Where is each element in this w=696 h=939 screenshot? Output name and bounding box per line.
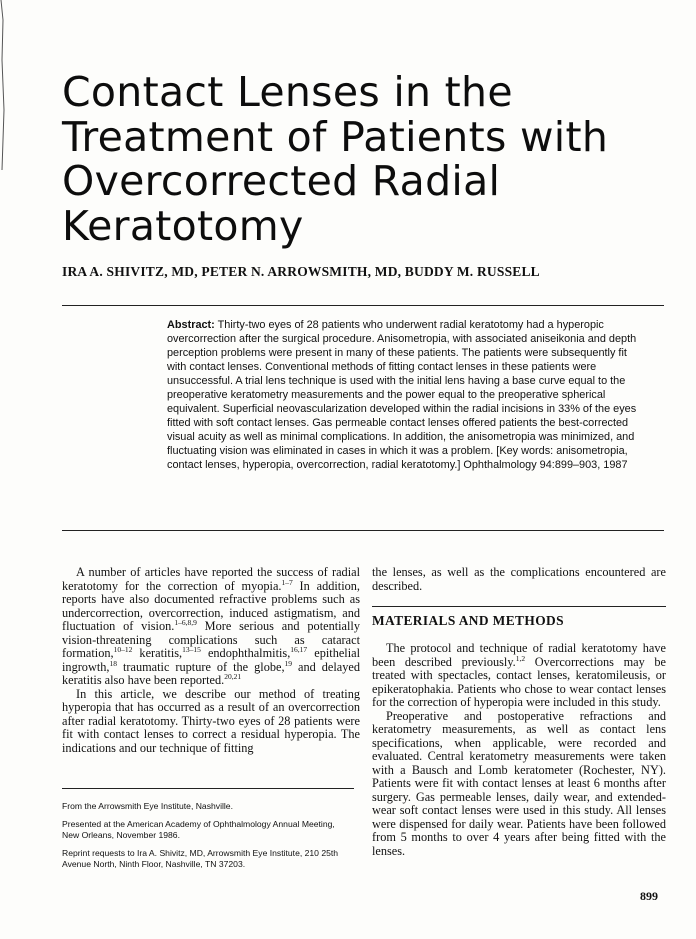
citation: 18 bbox=[109, 658, 117, 668]
author-list: IRA A. SHIVITZ, MD, PETER N. ARROWSMITH, MD, BUDDY M. RUSSELL bbox=[62, 264, 540, 279]
text: traumatic rupture of the globe, bbox=[116, 659, 285, 674]
intro-paragraph-1 bbox=[62, 566, 360, 688]
text: More serious and potentially vision-threatening complications such as cataract formation, bbox=[62, 619, 360, 660]
citation: 10–12 bbox=[113, 644, 133, 654]
citation: 1–6,8,9 bbox=[174, 617, 197, 627]
abstract-rule bbox=[62, 530, 664, 531]
methods-paragraph-1 bbox=[372, 642, 666, 710]
section-rule bbox=[372, 606, 666, 607]
text: Overcorrections may be treated with spectacles, contact lenses, keratomileusis, or epikeratophakia. Patients who chose to wear contact lenses for the correction of hyperopia were included in this study. bbox=[372, 654, 666, 709]
footnote-affiliation: From the Arrowsmith Eye Institute, Nashville. bbox=[62, 801, 233, 811]
footnote-reprint: Reprint requests to Ira A. Shivitz, MD, Arrowsmith Eye Institute, 210 25th Avenue North, Ninth Floor, Nashville, TN 37203. bbox=[62, 847, 339, 869]
text: A number of articles have reported the success of radial keratotomy for the correction of myopia. bbox=[62, 565, 360, 593]
abstract bbox=[167, 318, 642, 473]
article-title: Contact Lenses in the Treatment of Patients with Overcorrected Radial Keratotomy bbox=[62, 68, 609, 250]
section-heading: MATERIALS AND METHODS bbox=[372, 613, 564, 628]
citation: 1,2 bbox=[515, 653, 526, 663]
citation: 16,17 bbox=[290, 644, 308, 654]
citation: 20,21 bbox=[224, 671, 242, 681]
text: epithelial ingrowth, bbox=[62, 646, 361, 674]
citation: 13–15 bbox=[182, 644, 201, 654]
intro-continued bbox=[372, 566, 666, 593]
intro-paragraph-2-continued: the lenses, as well as the complications encountered are described. bbox=[372, 565, 666, 593]
methods-paragraph-2: Preoperative and postoperative refractions and keratometry measurements, as well as contact lens specifications, when applicable, were recorded and evaluated. Central keratometry measurements were taken with a Bausch and Lomb keratometer (Rochester, NY). Patients were fit with contact lenses at least 6 months after surgery. Gas permeable lenses, daily wear, and extended-wear soft contact lenses were used in this study. All lenses were dispensed for daily wear. Patients have been followed from 5 months to over 4 years after being fitted with the lenses. bbox=[372, 708, 666, 858]
abstract-text: Thirty-two eyes of 28 patients who underwent radial keratotomy had a hyperopic overcorrection after the surgical procedure. Anisometropia, with associated aniseikonia and depth perception problems were present in many of these patients. The patients were subsequently fit with contact lenses. Conventional methods of fitting contact lenses in these patients were unsuccessful. A trial lens technique is used with the initial lens having a base curve equal to the preoperative keratometry measurements and the power equal to the preoperative spherical equivalent. Superficial neovascularization developed within the radial incisions in 33% of the eyes fitted with soft contact lenses. Gas permeable contact lenses offered patients the best-corrected visual acuity as well as minimal complications. In addition, the anisometropia was minimized, and fluctuating vision was eliminated in cases in which it was a problem. [Key words: anisometropia, contact lenses, hyperopia, overcorrection, radial keratotomy.] Ophthalmology 94:899–903, 1987 bbox=[167, 319, 637, 472]
footnote-presented: Presented at the American Academy of Ophthalmology Annual Meeting, New Orleans, November 1986. bbox=[62, 818, 335, 840]
text: keratitis, bbox=[132, 646, 183, 660]
page-number: 899 bbox=[640, 889, 658, 903]
intro-paragraph-2: In this article, we describe our method of treating hyperopia that has occurred as a result of an overcorrection after radial keratotomy. Thirty-two eyes of 28 patients were fit with contact lenses to correct a residual hyperopia. The indications and our technique of fitting bbox=[62, 686, 360, 755]
text: The protocol and technique of radial keratotomy have been described previously. bbox=[372, 641, 666, 669]
text: endophthalmitis, bbox=[200, 646, 291, 660]
text: In addition, reports have also documented refractive problems such as undercorrection, overcorrection, induced astigmatism, and fluctuation of vision. bbox=[62, 578, 360, 633]
citation: 1–7 bbox=[281, 577, 293, 587]
top-rule bbox=[62, 305, 664, 306]
methods-column bbox=[372, 642, 666, 858]
footnotes bbox=[62, 801, 354, 877]
scan-edge-mark bbox=[0, 0, 10, 170]
citation: 19 bbox=[284, 658, 293, 668]
intro-column bbox=[62, 566, 360, 755]
footnote-rule bbox=[62, 788, 354, 789]
text: and delayed keratitis also have been reported. bbox=[62, 659, 360, 687]
abstract-label: Abstract: bbox=[167, 319, 215, 331]
